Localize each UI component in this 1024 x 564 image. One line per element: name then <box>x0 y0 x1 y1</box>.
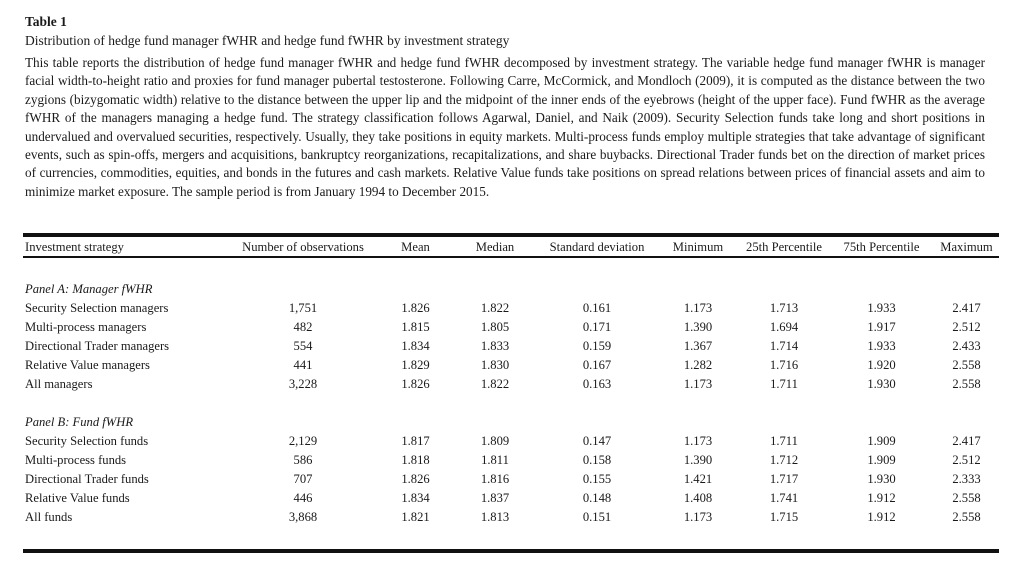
mean-cell: 1.834 <box>401 339 430 353</box>
strategy-cell: Directional Trader managers <box>25 339 170 353</box>
median-cell: 1.822 <box>480 377 510 391</box>
header-row <box>23 235 999 257</box>
p25-cell: 1.741 <box>769 491 799 505</box>
table-body <box>23 257 999 551</box>
p75-cell: 1.930 <box>867 377 896 391</box>
p75-cell: 1.933 <box>867 301 896 315</box>
column-header: Maximum <box>934 235 999 257</box>
median-cell: 1.822 <box>480 301 510 315</box>
column-header: Mean <box>378 235 453 257</box>
p75-cell: 1.917 <box>867 320 896 334</box>
table-row <box>23 318 999 337</box>
observations-cell: 707 <box>293 472 313 486</box>
minimum-cell: 1.173 <box>683 510 713 524</box>
median-cell: 1.837 <box>480 491 510 505</box>
table-row <box>23 489 999 508</box>
median-cell: 1.805 <box>480 320 510 334</box>
strategy-cell: Multi-process managers <box>25 320 147 334</box>
std-dev-cell: 0.147 <box>582 434 612 448</box>
observations-cell: 446 <box>293 491 313 505</box>
maximum-cell: 2.512 <box>952 453 981 467</box>
mean-cell: 1.821 <box>401 510 430 524</box>
minimum-cell: 1.408 <box>683 491 713 505</box>
median-cell: 1.816 <box>480 472 510 486</box>
strategy-cell: Relative Value managers <box>25 358 150 372</box>
strategy-cell: Directional Trader funds <box>25 472 149 486</box>
bottom-rule-row <box>23 527 999 551</box>
std-dev-cell: 0.161 <box>582 301 612 315</box>
std-dev-cell: 0.148 <box>582 491 612 505</box>
column-header: 25th Percentile <box>739 235 829 257</box>
p25-cell: 1.715 <box>769 510 799 524</box>
p75-cell: 1.930 <box>867 472 896 486</box>
p25-cell: 1.714 <box>769 339 799 353</box>
observations-cell: 482 <box>293 320 313 334</box>
std-dev-cell: 0.171 <box>582 320 612 334</box>
p75-cell: 1.909 <box>867 434 896 448</box>
minimum-cell: 1.173 <box>683 301 713 315</box>
maximum-cell: 2.417 <box>952 434 981 448</box>
document-page <box>25 10 1000 201</box>
spacer-row <box>23 257 999 280</box>
median-cell: 1.833 <box>480 339 510 353</box>
p25-cell: 1.717 <box>769 472 799 486</box>
column-header: Standard deviation <box>537 235 657 257</box>
p75-cell: 1.933 <box>867 339 896 353</box>
minimum-cell: 1.390 <box>683 320 713 334</box>
maximum-cell: 2.512 <box>952 320 981 334</box>
minimum-cell: 1.173 <box>683 377 713 391</box>
table-label: Table 1 <box>25 14 67 29</box>
minimum-cell: 1.173 <box>683 434 713 448</box>
minimum-cell: 1.282 <box>683 358 713 372</box>
std-dev-cell: 0.158 <box>582 453 612 467</box>
column-header: Median <box>453 235 537 257</box>
median-cell: 1.811 <box>481 453 509 467</box>
observations-cell: 2,129 <box>288 434 318 448</box>
table-row <box>23 375 999 394</box>
strategy-cell: Relative Value funds <box>25 491 130 505</box>
observations-cell: 1,751 <box>288 301 318 315</box>
table-row <box>23 451 999 470</box>
p25-cell: 1.694 <box>769 320 799 334</box>
table-row <box>23 508 999 527</box>
observations-cell: 586 <box>293 453 313 467</box>
p25-cell: 1.712 <box>769 453 799 467</box>
median-cell: 1.830 <box>480 358 510 372</box>
panel-title: Panel A: Manager fWHR <box>25 282 153 296</box>
strategy-cell: Multi-process funds <box>25 453 127 467</box>
column-header: Number of observations <box>228 235 378 257</box>
maximum-cell: 2.417 <box>952 301 981 315</box>
column-header: Investment strategy <box>23 235 228 257</box>
p25-cell: 1.713 <box>769 301 799 315</box>
panel-a-title-row <box>23 280 999 299</box>
strategy-cell: Security Selection funds <box>25 434 149 448</box>
mean-cell: 1.826 <box>401 301 430 315</box>
table-row <box>23 432 999 451</box>
p75-cell: 1.912 <box>867 510 896 524</box>
observations-cell: 441 <box>293 358 313 372</box>
p75-cell: 1.912 <box>867 491 896 505</box>
minimum-cell: 1.421 <box>683 472 713 486</box>
strategy-cell: All managers <box>25 377 93 391</box>
maximum-cell: 2.558 <box>952 358 981 372</box>
p25-cell: 1.711 <box>770 377 798 391</box>
std-dev-cell: 0.159 <box>582 339 612 353</box>
p75-cell: 1.909 <box>867 453 896 467</box>
p25-cell: 1.711 <box>770 434 798 448</box>
table-row <box>23 299 999 318</box>
table-row <box>23 356 999 375</box>
std-dev-cell: 0.151 <box>582 510 612 524</box>
median-cell: 1.813 <box>480 510 510 524</box>
mean-cell: 1.818 <box>401 453 430 467</box>
strategy-cell: All funds <box>25 510 73 524</box>
maximum-cell: 2.433 <box>952 339 981 353</box>
std-dev-cell: 0.155 <box>582 472 612 486</box>
observations-cell: 554 <box>293 339 313 353</box>
p75-cell: 1.920 <box>867 358 896 372</box>
mean-cell: 1.815 <box>401 320 430 334</box>
table-title: Distribution of hedge fund manager fWHR and hedge fund fWHR by investment strategy <box>25 33 510 48</box>
std-dev-cell: 0.163 <box>582 377 612 391</box>
table-row <box>23 337 999 356</box>
minimum-cell: 1.367 <box>683 339 713 353</box>
mean-cell: 1.826 <box>401 472 430 486</box>
panel-title: Panel B: Fund fWHR <box>25 415 134 429</box>
spacer-row <box>23 394 999 413</box>
maximum-cell: 2.558 <box>952 377 981 391</box>
std-dev-cell: 0.167 <box>582 358 612 372</box>
observations-cell: 3,228 <box>288 377 318 391</box>
panel-b-title-row <box>23 413 999 432</box>
table-row <box>23 470 999 489</box>
p25-cell: 1.716 <box>769 358 799 372</box>
column-header: 75th Percentile <box>829 235 934 257</box>
maximum-cell: 2.558 <box>952 491 981 505</box>
column-header: Minimum <box>657 235 739 257</box>
mean-cell: 1.834 <box>401 491 430 505</box>
maximum-cell: 2.333 <box>952 472 981 486</box>
statistics-table <box>23 233 999 553</box>
minimum-cell: 1.390 <box>683 453 713 467</box>
table-caption: This table reports the distribution of hedge fund manager fWHR and hedge fund fWHR decomposed by investment strategy. The variable hedge fund manager fWHR is manager facial width-to-height ratio and proxies for fund manager pubertal testosterone. Following Carre, McCormick, and Mondloch (2009), it is computed as the distance between the two zygions (bizygomatic width) relative to the distance between the upper lip and the midpoint of the inner ends of the eyebrows (height of the upper face). Fund fWHR as the average fWHR of the managers managing a hedge fund. The strategy classification follows Agarwal, Daniel, and Naik (2009). Security Selection funds take long and short positions in undervalued and overvalued securities, respectively. Usually, they take positions in equity markets. Multi-process funds employ multiple strategies that take advantage of significant events, such as spin-offs, mergers and acquisitions, bankruptcy reorganizations, recapitalizations, and share buybacks. Directional Trader funds bet on the direction of market prices of currencies, commodities, equities, and bonds in the futures and cash markets. Relative Value funds take positions on spread relations between prices of financial assets and aim to minimize market exposure. The sample period is from January 1994 to December 2015. <box>25 55 985 199</box>
observations-cell: 3,868 <box>288 510 318 524</box>
strategy-cell: Security Selection managers <box>25 301 169 315</box>
mean-cell: 1.817 <box>401 434 430 448</box>
mean-cell: 1.826 <box>401 377 430 391</box>
mean-cell: 1.829 <box>401 358 430 372</box>
median-cell: 1.809 <box>480 434 510 448</box>
maximum-cell: 2.558 <box>952 510 981 524</box>
